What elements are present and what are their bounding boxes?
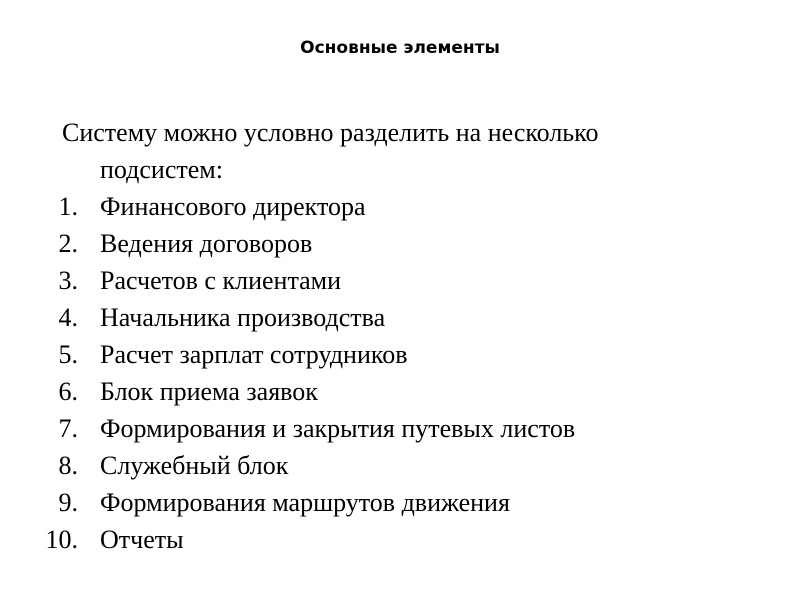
list-item-number: 3.: [58, 266, 78, 295]
list-item-text: Формирования и закрытия путевых листов: [100, 414, 576, 443]
list-item-number: 4.: [58, 303, 78, 332]
list-item-number: 6.: [58, 377, 78, 406]
list-item-text: Финансового директора: [100, 192, 366, 221]
list-item-number: 1.: [58, 192, 78, 221]
list-item-number: 7.: [58, 414, 78, 443]
list-item-number: 9.: [58, 488, 78, 517]
intro-line-2: подсистем:: [100, 155, 223, 184]
list-item-text: Начальника производства: [100, 303, 386, 332]
list-item-number: 10.: [45, 525, 78, 554]
list-item-text: Формирования маршрутов движения: [100, 488, 510, 517]
list-item-text: Блок приема заявок: [100, 377, 318, 406]
list-item-text: Отчеты: [100, 525, 184, 554]
list-item-number: 8.: [58, 451, 78, 480]
list-item-text: Расчет зарплат сотрудников: [100, 340, 408, 369]
intro-text: [62, 114, 752, 188]
list-item-text: Расчетов с клиентами: [100, 266, 342, 295]
list-item-number: 5.: [58, 340, 78, 369]
list-item-text: Ведения договоров: [100, 229, 313, 258]
list-item-number: 2.: [58, 229, 78, 258]
list-item-text: Служебный блок: [100, 451, 289, 480]
intro-line-1: Систему можно условно разделить на несколько: [62, 118, 599, 147]
slide-title: Основные элементы: [300, 38, 500, 58]
